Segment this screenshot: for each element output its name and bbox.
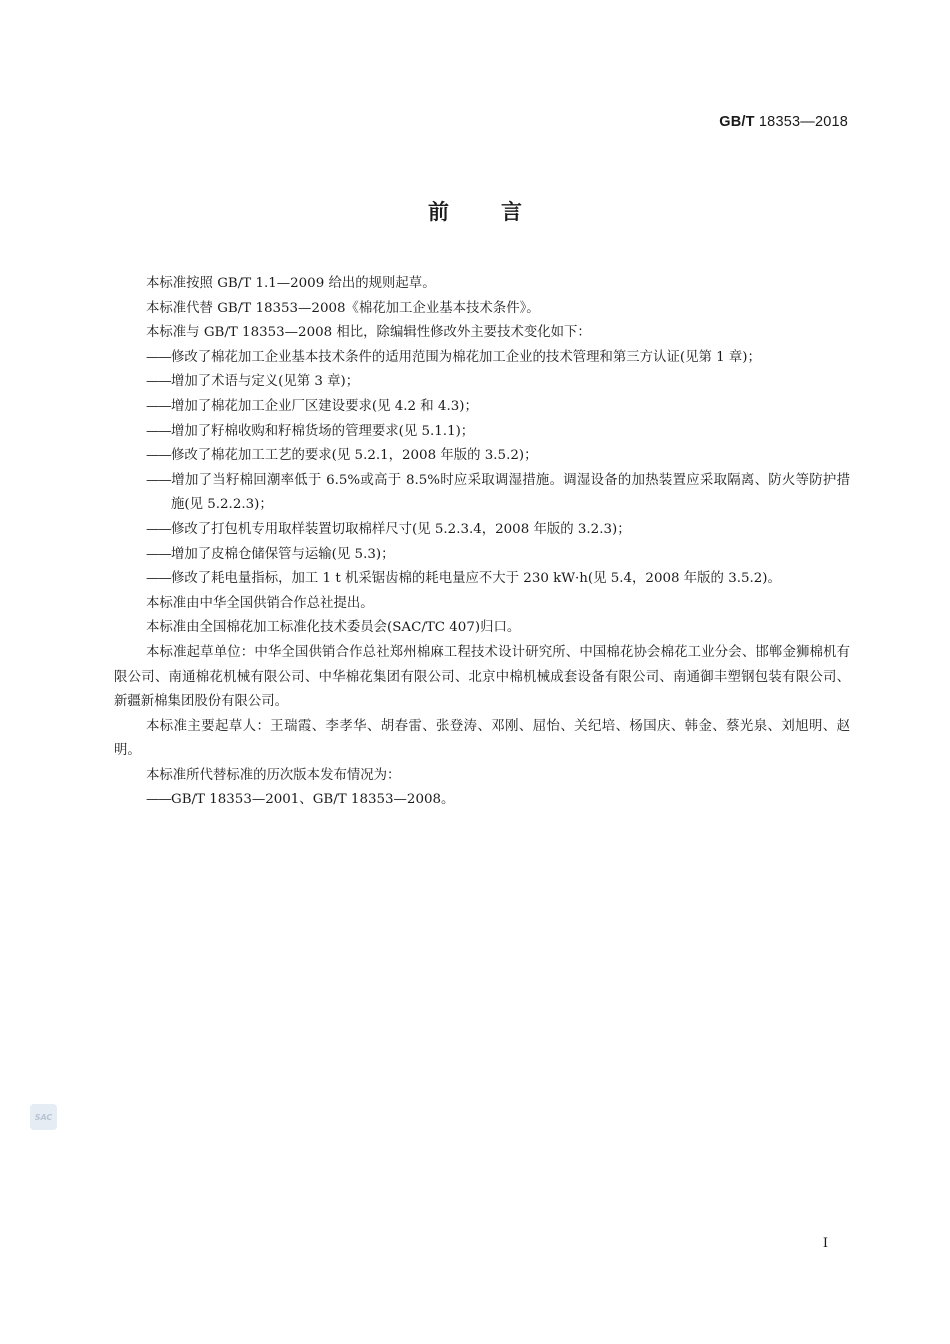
list-item-text: GB/T 18353—2001、GB/T 18353—2008。 [171,792,455,808]
list-item-text: 增加了籽棉收购和籽棉货场的管理要求(见 5.1.1)； [171,423,475,439]
sac-logo: SAC [30,1104,57,1130]
list-item [114,518,850,543]
paragraph: 本标准所代替标准的历次版本发布情况为： [146,767,401,783]
paragraph: 本标准主要起草人：王瑞霞、李孝华、胡春雷、张登涛、邓刚、屈怡、关纪培、杨国庆、韩金、蔡光泉、刘旭明、赵明。 [114,718,850,759]
paragraph: 本标准由全国棉花加工标准化技术委员会(SAC/TC 407)归口。 [146,620,521,636]
list-item [114,469,850,518]
list-item-text: 增加了棉花加工企业厂区建设要求(见 4.2 和 4.3)； [171,398,478,414]
standard-prefix: GB/T [719,114,755,130]
list-item-text: 增加了皮棉仓储保管与运输(见 5.3)； [171,546,395,562]
list-item [114,788,850,813]
standard-code [719,114,848,130]
page-number: I [822,1236,828,1251]
dash-marker: —— [146,521,171,537]
dash-marker: —— [146,546,171,562]
list-item [114,444,850,469]
standard-number: 18353—2018 [758,114,848,130]
dash-marker: —— [146,571,171,587]
paragraph: 本标准代替 GB/T 18353—2008《棉花加工企业基本技术条件》。 [146,300,540,316]
paragraph: 本标准按照 GB/T 1.1—2009 给出的规则起草。 [146,276,436,291]
dash-marker: —— [146,472,171,488]
list-item [114,346,850,371]
list-item [114,420,850,445]
list-item [114,395,850,420]
dash-marker: —— [146,349,171,365]
list-item-text: 增加了当籽棉回潮率低于 6.5%或高于 8.5%时应采取调湿措施。调湿设备的加热装置应采取隔离、防火等防护措施(见 5.2.2.3)； [171,472,850,513]
list-item-text: 增加了术语与定义(见第 3 章)； [171,374,360,390]
dash-marker: —— [146,792,171,808]
paragraph: 本标准起草单位：中华全国供销合作总社郑州棉麻工程技术设计研究所、中国棉花协会棉花工业分会、邯郸金狮棉机有限公司、南通棉花机械有限公司、中华棉花集团有限公司、北京中棉机械成套设备有限公司、南通御丰塑钢包装有限公司、新疆新棉集团股份有限公司。 [114,644,850,710]
paragraph: 本标准由中华全国供销合作总社提出。 [146,595,374,611]
list-item [114,543,850,568]
list-item-text: 修改了棉花加工企业基本技术条件的适用范围为棉花加工企业的技术管理和第三方认证(见第 1 章)； [171,349,761,365]
list-item [114,370,850,395]
dash-marker: —— [146,398,171,414]
list-item-text: 修改了耗电量指标，加工 1 t 机采锯齿棉的耗电量应不大于 230 kW·h(见 5.4，2008 年版的 3.5.2)。 [171,571,781,587]
dash-marker: —— [146,423,171,439]
list-item-text: 修改了棉花加工工艺的要求(见 5.2.1，2008 年版的 3.5.2)； [171,448,538,464]
list-item [114,567,850,592]
dash-marker: —— [146,448,171,464]
dash-marker: —— [146,374,171,390]
foreword-body [114,272,850,813]
page-title: 前言 [428,200,574,224]
list-item-text: 修改了打包机专用取样装置切取棉样尺寸(见 5.2.3.4，2008 年版的 3.2.3)； [171,521,631,537]
paragraph: 本标准与 GB/T 18353—2008 相比，除编辑性修改外主要技术变化如下： [146,325,591,341]
